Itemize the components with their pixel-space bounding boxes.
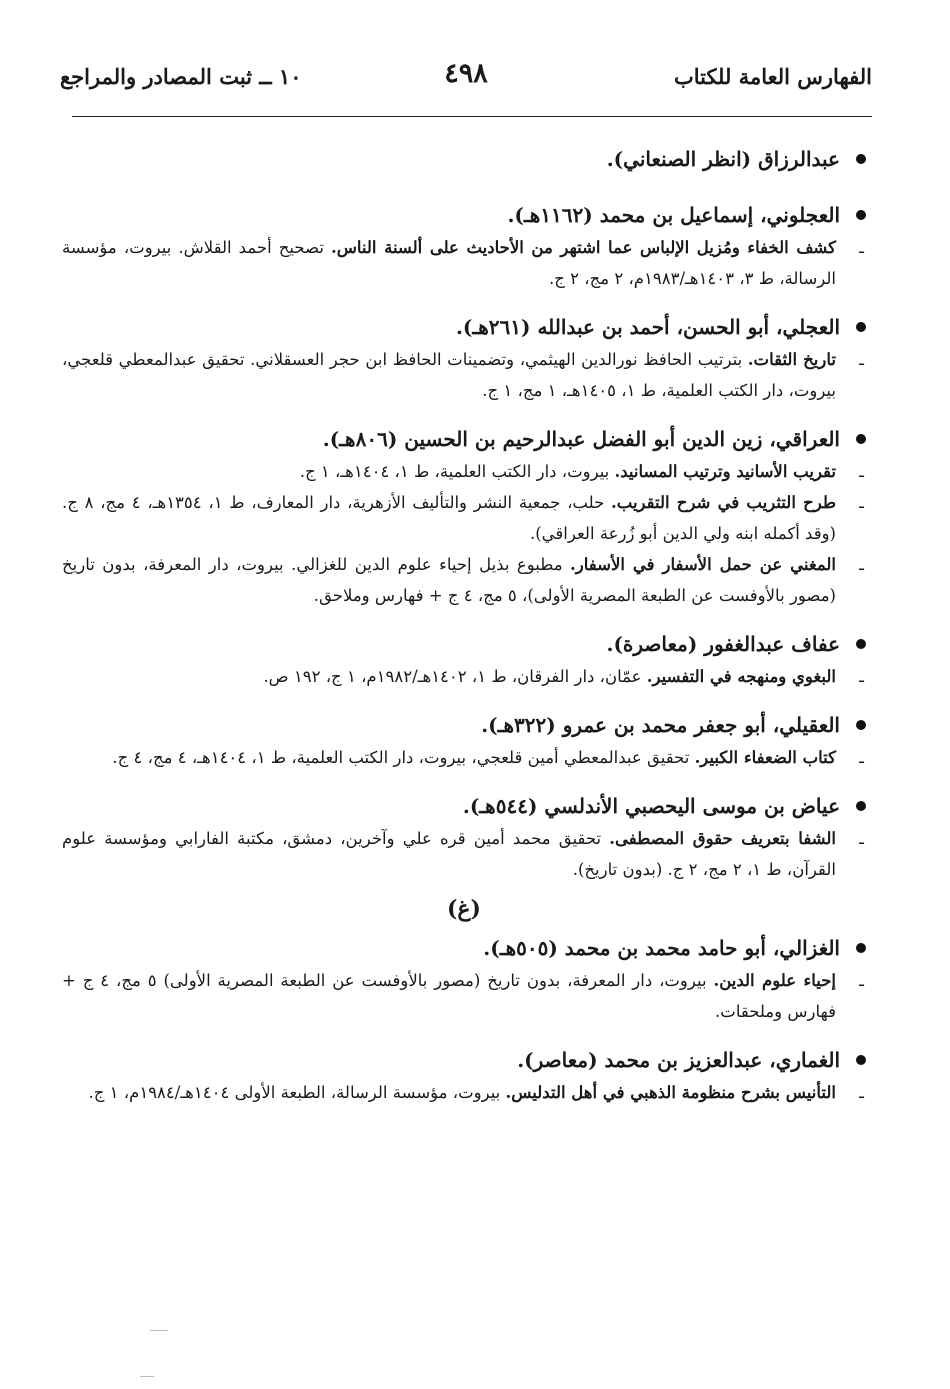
work-title: تقريب الأسانيد وترتيب المسانيد. — [614, 462, 836, 481]
work-title: الشفا بتعريف حقوق المصطفى. — [609, 829, 836, 848]
entry-author — [62, 1043, 866, 1077]
bullet-icon — [856, 720, 866, 730]
work-item — [62, 742, 866, 773]
work-item — [62, 1077, 866, 1108]
bullet-icon — [856, 322, 866, 332]
entry-author — [62, 198, 866, 232]
work-item — [62, 232, 866, 294]
work-item — [62, 487, 866, 549]
bibliography-entry — [62, 708, 866, 773]
work-item — [62, 549, 866, 611]
author-name: العقيلي، أبو جعفر محمد بن عمرو (٣٢٢هـ). — [481, 713, 840, 737]
entry-author — [62, 422, 866, 456]
dash-icon: ـ — [859, 238, 864, 257]
entry-author — [62, 708, 866, 742]
page-number: ٤٩٨ — [444, 58, 488, 89]
scan-mark — [150, 1330, 168, 1331]
bibliography-list — [62, 142, 866, 1108]
work-details: تحقيق محمد أمين قره علي وآخرين، دمشق، مكتبة الفارابي ومؤسسة علوم القرآن، ط ١، ٢ مج، ٢ ج. (بدون تاريخ). — [62, 829, 836, 879]
author-name: الغماري، عبدالعزيز بن محمد (معاصر). — [517, 1048, 840, 1072]
work-title: البغوي ومنهجه في التفسير. — [646, 667, 836, 686]
bibliography-entry — [62, 1043, 866, 1108]
author-name: العراقي، زين الدين أبو الفضل عبدالرحيم بن الحسين (٨٠٦هـ). — [322, 427, 840, 451]
bibliography-entry — [62, 931, 866, 1027]
author-name: العجلوني، إسماعيل بن محمد (١١٦٢هـ). — [507, 203, 840, 227]
bullet-icon — [856, 801, 866, 811]
dash-icon: ـ — [859, 555, 864, 574]
work-details: تصحيح أحمد القلاش. بيروت، مؤسسة الرسالة، ط ٣، ١٤٠٣هـ/١٩٨٣م، ٢ مج، ٢ ج. — [62, 238, 836, 288]
work-item — [62, 456, 866, 487]
author-name: عفاف عبدالغفور (معاصرة). — [606, 632, 840, 656]
work-details: تحقيق عبدالمعطي أمين قلعجي، بيروت، دار الكتب العلمية، ط ١، ١٤٠٤هـ، ٤ مج، ٤ ج. — [112, 748, 695, 767]
dash-icon: ـ — [859, 493, 864, 512]
bullet-icon — [856, 1055, 866, 1065]
entry-author — [62, 142, 866, 176]
dash-icon: ـ — [859, 971, 864, 990]
bibliography-entry — [62, 422, 866, 611]
work-title: تاريخ الثقات. — [747, 350, 836, 369]
section-letter-heading: (غ) — [447, 896, 481, 922]
dash-icon: ـ — [859, 667, 864, 686]
work-item — [62, 965, 866, 1027]
work-item — [62, 344, 866, 406]
bullet-icon — [856, 434, 866, 444]
author-name: عياض بن موسى اليحصبي الأندلسي (٥٤٤هـ). — [462, 794, 840, 818]
bullet-icon — [856, 154, 866, 164]
bullet-icon — [856, 943, 866, 953]
work-title: المغني عن حمل الأسفار في الأسفار. — [570, 555, 836, 574]
work-details: بيروت، دار الكتب العلمية، ط ١، ١٤٠٤هـ، ١ ج. — [299, 462, 615, 481]
work-title: كتاب الضعفاء الكبير. — [694, 748, 836, 767]
work-title: كشف الخفاء ومُزيل الإلباس عما اشتهر من الأحاديث على ألسنة الناس. — [331, 238, 837, 257]
bullet-icon — [856, 639, 866, 649]
work-details: مطبوع بذيل إحياء علوم الدين للغزالي. بيروت، دار المعرفة، بدون تاريخ (مصور بالأوفست عن الطبعة المصرية الأولى)، ٥ مج، ٤ ج + فهارس وملاحق. — [62, 555, 836, 605]
entry-author — [62, 931, 866, 965]
author-name: عبدالرزاق (انظر الصنعاني). — [606, 147, 840, 171]
author-name: الغزالي، أبو حامد محمد بن محمد (٥٠٥هـ). — [483, 936, 840, 960]
dash-icon: ـ — [859, 748, 864, 767]
work-item — [62, 661, 866, 692]
bibliography-entry — [62, 142, 866, 176]
work-title: طرح التثريب في شرح التقريب. — [611, 493, 837, 512]
entry-author — [62, 310, 866, 344]
work-details: حلب، جمعية النشر والتأليف الأزهرية، دار المعارف، ط ١، ١٣٥٤هـ، ٤ مج، ٨ ج. (وقد أكمله ابنه ولي الدين أبو زُرعة العراقي). — [62, 493, 836, 543]
scan-mark — [140, 1376, 154, 1377]
dash-icon: ـ — [859, 462, 864, 481]
entry-author — [62, 789, 866, 823]
dash-icon: ـ — [859, 829, 864, 848]
bibliography-entry — [62, 789, 866, 885]
work-details: بيروت، مؤسسة الرسالة، الطبعة الأولى ١٤٠٤هـ/١٩٨٤م، ١ ج. — [88, 1083, 506, 1102]
work-title: إحياء علوم الدين. — [713, 971, 837, 990]
work-details: بيروت، دار المعرفة، بدون تاريخ (مصور بالأوفست عن الطبعة المصرية الأولى) ٥ مج، ٤ ج + فهارس وملحقات. — [62, 971, 836, 1021]
bibliography-entry — [62, 310, 866, 406]
entry-author — [62, 627, 866, 661]
bibliography-entry — [62, 198, 866, 294]
running-header-book-title: الفهارس العامة للكتاب — [673, 64, 872, 89]
running-header-chapter-title: ١٠ ــ ثبت المصادر والمراجع — [60, 64, 302, 89]
author-name: العجلي، أبو الحسن، أحمد بن عبدالله (٢٦١هـ). — [455, 315, 840, 339]
running-header — [60, 58, 872, 98]
header-divider — [72, 116, 872, 117]
bullet-icon — [856, 210, 866, 220]
bibliography-entry — [62, 627, 866, 692]
work-title: التأنيس بشرح منظومة الذهبي في أهل التدليس. — [505, 1083, 836, 1102]
work-item — [62, 823, 866, 885]
dash-icon: ـ — [859, 350, 864, 369]
work-details: بترتيب الحافظ نورالدين الهيثمي، وتضمينات الحافظ ابن حجر العسقلاني. تحقيق عبدالمعطي قلعجي، بيروت، دار الكتب العلمية، ط ١، ١٤٠٥هـ، ١ مج، ١ ج. — [62, 350, 836, 400]
dash-icon: ـ — [859, 1083, 864, 1102]
work-details: عمّان، دار الفرقان، ط ١، ١٤٠٢هـ/١٩٨٢م، ١ ج، ١٩٢ ص. — [263, 667, 647, 686]
